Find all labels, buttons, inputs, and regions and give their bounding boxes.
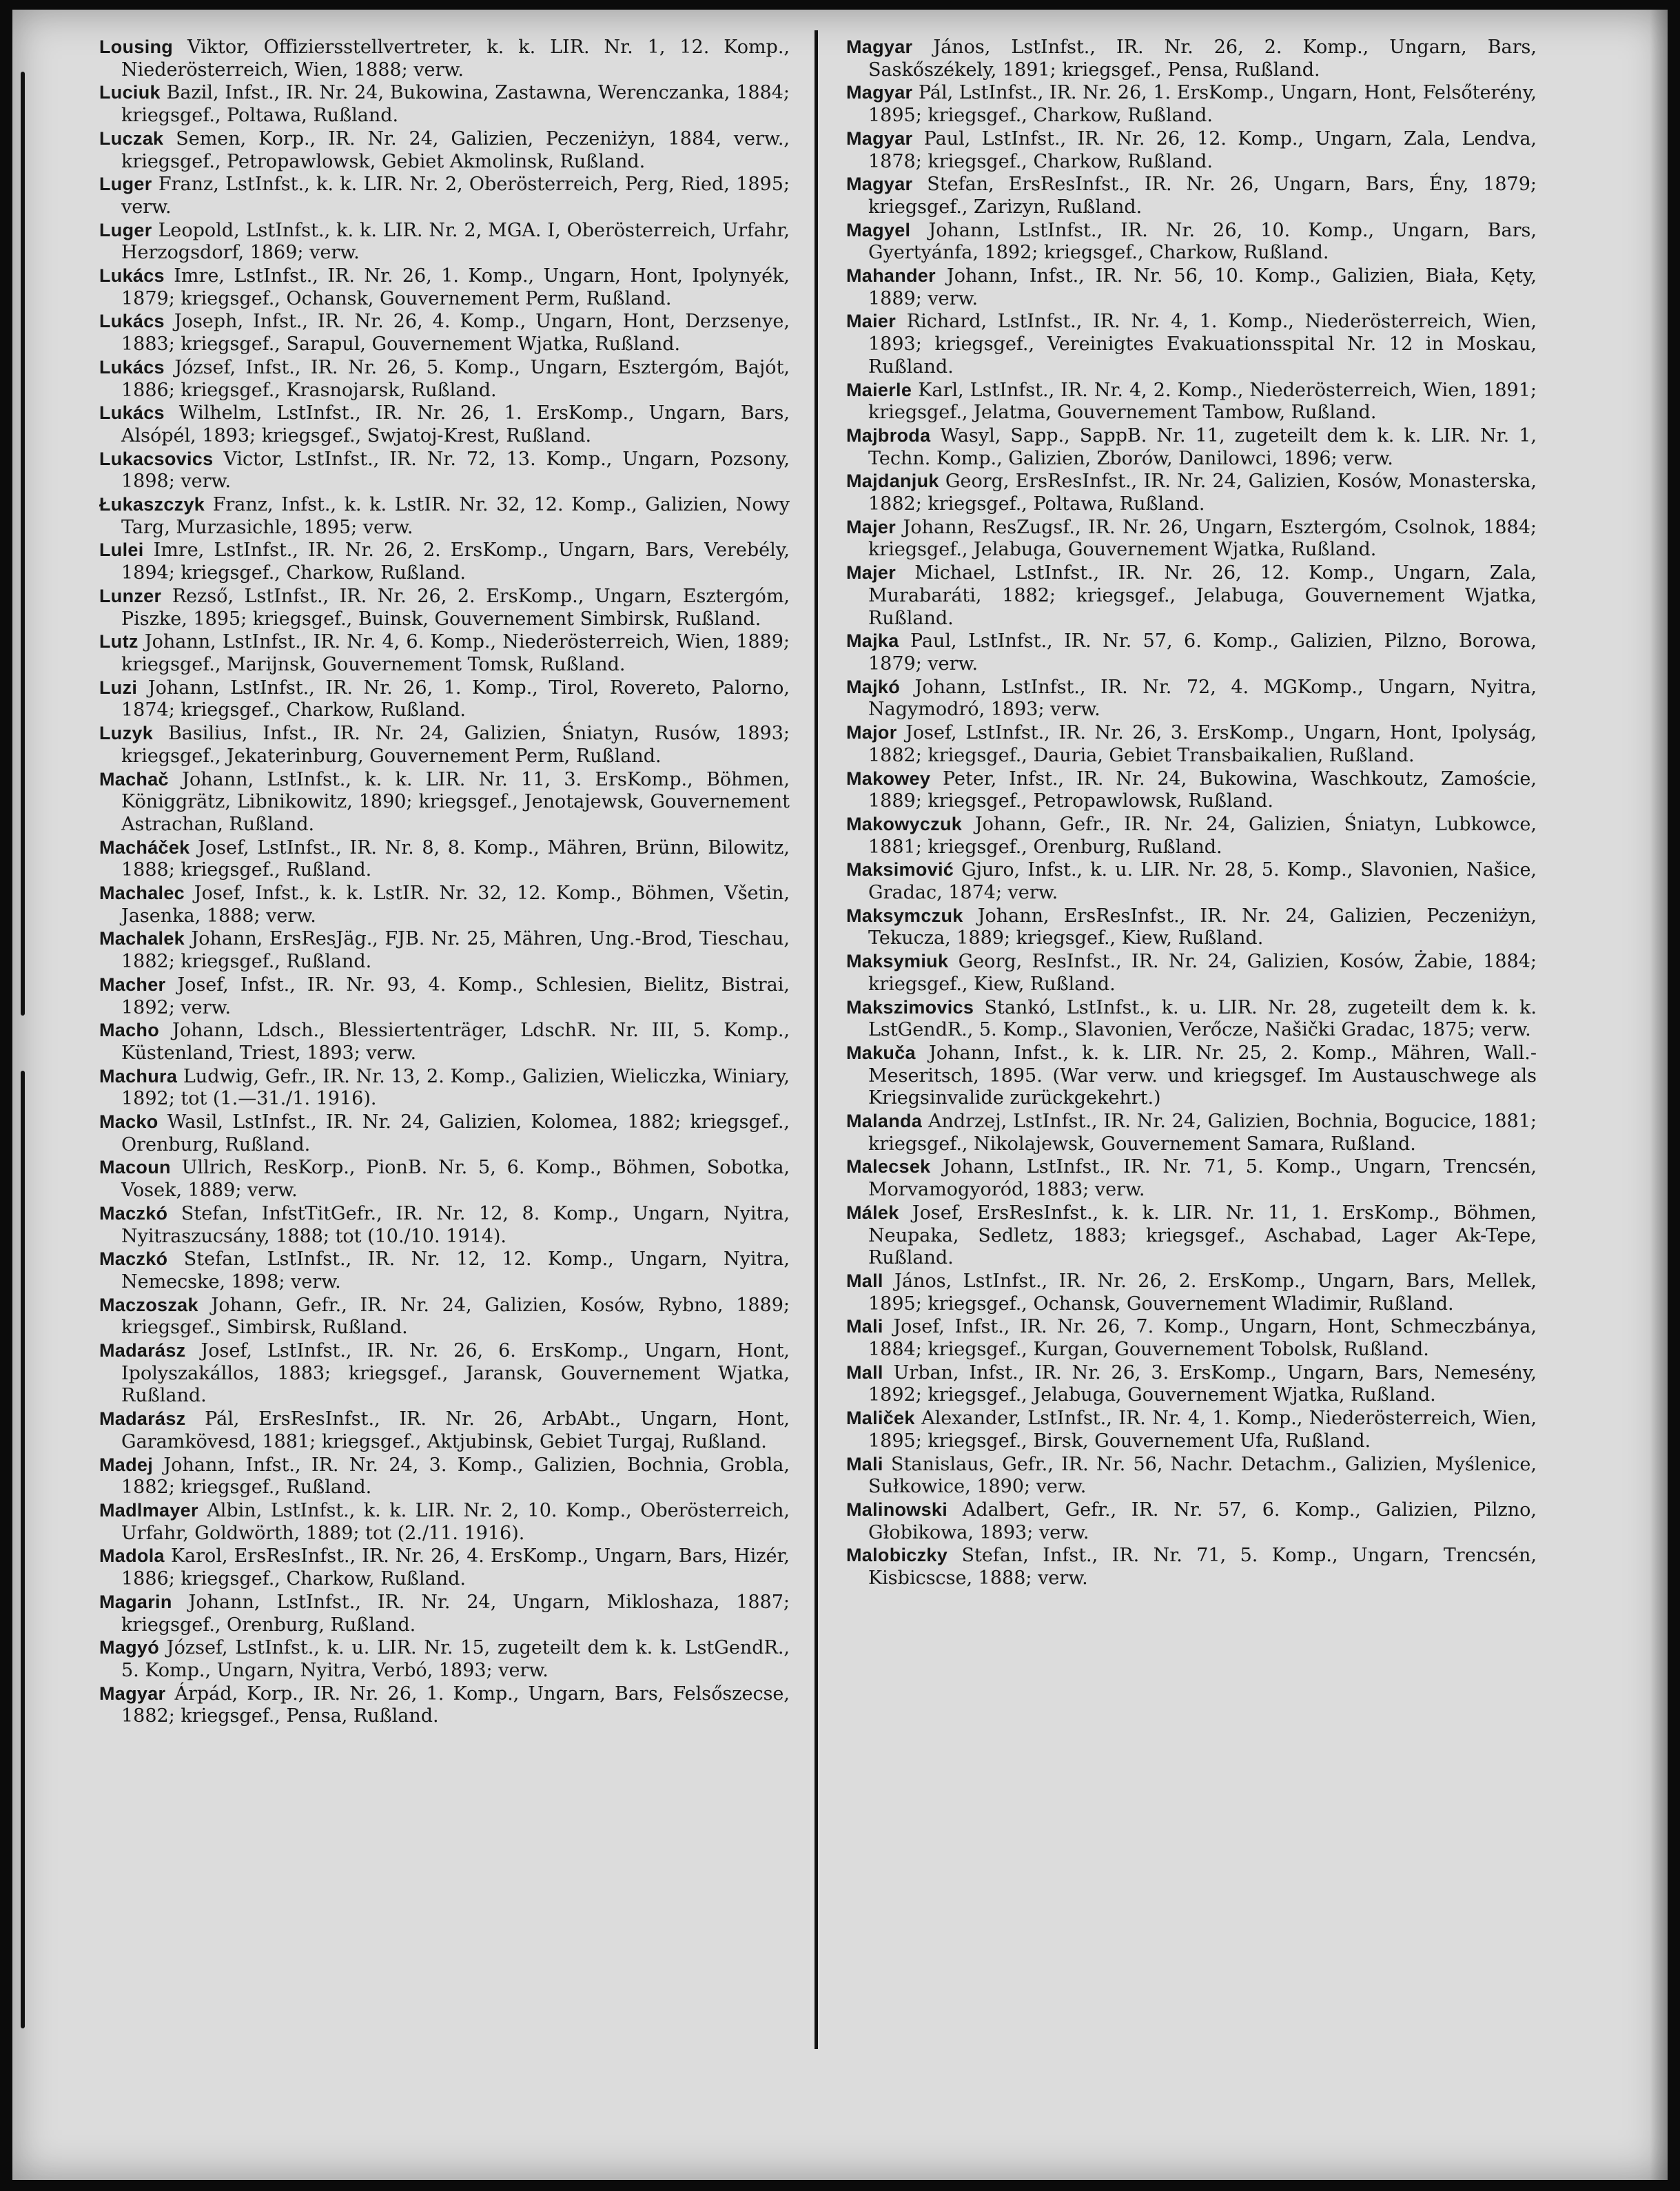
entry-details: Viktor, Offiziersstellvertreter, k. k. LIR. Nr. 1, 12. Komp., Niederösterreich, Wien, 1888; verw. xyxy=(121,37,790,81)
entry-details: Ludwig, Gefr., IR. Nr. 13, 2. Komp., Galizien, Wieliczka, Winiary, 1892; tot (1.—31./1. 1916). xyxy=(121,1065,790,1110)
entry-surname: Magyar xyxy=(846,174,913,195)
list-entry xyxy=(846,219,1537,265)
entry-details: Rezső, LstInfst., IR. Nr. 26, 2. ErsKomp., Ungarn, Esztergóm, Piszke, 1895; kriegsgef., Buinsk, Gouvernement Simbirsk, Rußland. xyxy=(121,585,790,630)
entry-surname: Machalek xyxy=(99,928,185,949)
list-entry xyxy=(846,813,1537,858)
entry-details: Johann, Infst., IR. Nr. 24, 3. Komp., Galizien, Bochnia, Grobla, 1882; kriegsgef., Rußland. xyxy=(121,1454,790,1499)
list-entry xyxy=(99,836,790,882)
list-entry xyxy=(99,539,790,584)
list-entry xyxy=(846,36,1537,81)
entry-details: Josef, Infst., IR. Nr. 26, 7. Komp., Ungarn, Hont, Schmeczbánya, 1884; kriegsgef., Kurgan, Gouvernement Tobolsk, Rußland. xyxy=(868,1316,1537,1361)
entry-surname: Luzyk xyxy=(99,723,154,744)
entry-details: Semen, Korp., IR. Nr. 24, Galizien, Peczeniżyn, 1884, verw., kriegsgef., Petropawlowsk, Gebiet Akmolinsk, Rußland. xyxy=(121,127,790,172)
entry-surname: Magyel xyxy=(846,219,911,240)
entry-details: Johann, LstInfst., IR. Nr. 24, Ungarn, Mikloshaza, 1887; kriegsgef., Orenburg, Rußland. xyxy=(121,1591,790,1636)
entry-surname: Madarász xyxy=(99,1340,186,1361)
entry-surname: Lukacsovics xyxy=(99,448,214,469)
list-entry xyxy=(846,1361,1537,1407)
entry-surname: Mall xyxy=(846,1361,883,1383)
entry-surname: Majer xyxy=(846,562,897,584)
entry-details: Johann, Ldsch., Blessiertenträger, LdschR. Nr. III, 5. Komp., Küstenland, Triest, 1893; verw. xyxy=(121,1020,790,1064)
list-entry xyxy=(99,448,790,493)
entry-surname: Lukács xyxy=(99,265,165,287)
entry-details: Johann, ResZugsf., IR. Nr. 26, Ungarn, Esztergóm, Csolnok, 1884; kriegsgef., Jelabuga, Gouvernement Wjatka, Rußland. xyxy=(868,516,1537,561)
list-entry xyxy=(846,1407,1537,1452)
list-entry xyxy=(846,1110,1537,1155)
entry-surname: Major xyxy=(846,722,897,743)
entry-details: Johann, LstInfst., k. k. LIR. Nr. 11, 3. ErsKomp., Böhmen, Königgrätz, Libnikowitz, 1890; kriegsgef., Jenotajewsk, Gouvernement Astrachan, Rußland. xyxy=(121,768,790,835)
list-entry xyxy=(99,36,790,81)
entry-surname: Luzi xyxy=(99,677,138,698)
list-entry xyxy=(99,768,790,836)
list-entry xyxy=(846,1042,1537,1110)
entry-details: Josef, LstInfst., IR. Nr. 26, 3. ErsKomp., Ungarn, Hont, Ipolyság, 1882; kriegsgef., Dauria, Gebiet Transbaikalien, Rußland. xyxy=(868,722,1537,766)
entry-details: Josef, Infst., k. k. LstIR. Nr. 32, 12. Komp., Böhmen, Všetin, Jasenka, 1888; verw. xyxy=(121,883,790,927)
entry-surname: Majka xyxy=(846,630,899,652)
entry-surname: Madlmayer xyxy=(99,1500,198,1521)
entry-surname: Malinowski xyxy=(846,1499,948,1520)
entry-surname: Lutz xyxy=(99,631,139,652)
entry-details: Ullrich, ResKorp., PionB. Nr. 5, 6. Komp., Böhmen, Sobotka, Vosek, 1889; verw. xyxy=(121,1157,790,1202)
list-entry xyxy=(99,356,790,402)
list-entry xyxy=(846,1155,1537,1201)
entry-surname: Maliček xyxy=(846,1408,915,1429)
entry-details: Árpád, Korp., IR. Nr. 26, 1. Komp., Ungarn, Bars, Felsőszecse, 1882; kriegsgef., Pensa, Rußland. xyxy=(121,1683,790,1727)
list-entry xyxy=(846,379,1537,424)
entry-surname: Majbroda xyxy=(846,424,931,446)
entry-details: Franz, LstInfst., k. k. LIR. Nr. 2, Oberösterreich, Perg, Ried, 1895; verw. xyxy=(121,174,790,218)
entry-details: Stankó, LstInfst., k. u. LIR. Nr. 28, zugeteilt dem k. k. LstGendR., 5. Komp., Slavonien, Verőcze, Našički Gradac, 1875; verw. xyxy=(868,996,1537,1041)
entry-details: Andrzej, LstInfst., IR. Nr. 24, Galizien, Bochnia, Bogucice, 1881; kriegsgef., Nikolajewsk, Gouvernement Samara, Rußland. xyxy=(868,1111,1537,1155)
list-entry xyxy=(99,219,790,265)
entry-details: Johann, LstInfst., IR. Nr. 72, 4. MGKomp., Ungarn, Nyitra, Nagymodró, 1893; verw. xyxy=(868,676,1537,721)
entry-details: Johann, Gefr., IR. Nr. 24, Galizien, Kosów, Rybno, 1889; kriegsgef., Simbirsk, Rußland. xyxy=(121,1294,790,1339)
entry-surname: Magyar xyxy=(846,127,913,149)
list-entry xyxy=(846,768,1537,813)
entry-surname: Madej xyxy=(99,1454,154,1475)
list-entry xyxy=(846,424,1537,470)
entry-surname: Mahander xyxy=(846,265,936,287)
entry-details: Gjuro, Infst., k. u. LIR. Nr. 28, 5. Komp., Slavonien, Našice, Gradac, 1874; verw. xyxy=(868,859,1537,904)
entry-details: Franz, Infst., k. k. LstIR. Nr. 32, 12. Komp., Galizien, Nowy Targ, Murzasichle, 1895; verw. xyxy=(121,494,790,538)
entry-details: Stefan, LstInfst., IR. Nr. 12, 12. Komp., Ungarn, Nyitra, Nemecske, 1898; verw. xyxy=(121,1248,790,1293)
entry-details: Leopold, LstInfst., k. k. LIR. Nr. 2, MGA. I, Oberösterreich, Urfahr, Herzogsdorf, 1869; verw. xyxy=(121,219,790,264)
entry-surname: Madarász xyxy=(99,1408,186,1430)
entry-surname: Lulei xyxy=(99,539,144,561)
list-entry xyxy=(846,1453,1537,1499)
entry-details: Paul, LstInfst., IR. Nr. 57, 6. Komp., Galizien, Pilzno, Borowa, 1879; verw. xyxy=(868,630,1537,675)
margin-bracket xyxy=(21,1071,25,2028)
entry-surname: Maczkó xyxy=(99,1202,168,1224)
list-entry xyxy=(99,1408,790,1453)
list-entry xyxy=(99,173,790,218)
entry-surname: Magyar xyxy=(846,82,913,103)
entry-surname: Makowyczuk xyxy=(846,813,963,834)
entry-surname: Lousing xyxy=(99,37,174,57)
list-entry xyxy=(99,1202,790,1248)
entry-details: Johann, LstInfst., IR. Nr. 26, 10. Komp., Ungarn, Bars, Gyertyánfa, 1892; kriegsgef., Charkow, Rußland. xyxy=(868,219,1537,264)
list-entry xyxy=(846,1315,1537,1361)
page-edge-shadow xyxy=(1650,10,1668,2180)
entry-surname: Macko xyxy=(99,1111,158,1133)
list-entry xyxy=(99,402,790,447)
entry-surname: Magyar xyxy=(846,37,913,57)
entry-details: Josef, LstInfst., IR. Nr. 8, 8. Komp., Mähren, Brünn, Bilowitz, 1888; kriegsgef., Rußland. xyxy=(121,836,790,881)
entry-surname: Magyar xyxy=(99,1683,166,1704)
list-entry xyxy=(99,1065,790,1111)
entry-details: József, Infst., IR. Nr. 26, 5. Komp., Ungarn, Esztergóm, Bajót, 1886; kriegsgef., Krasnojarsk, Rußland. xyxy=(121,356,790,401)
entry-surname: Machura xyxy=(99,1065,178,1087)
list-entry xyxy=(846,1544,1537,1590)
list-entry xyxy=(99,585,790,630)
entry-surname: Malecsek xyxy=(846,1156,931,1177)
list-entry xyxy=(99,81,790,127)
entry-surname: Majdanjuk xyxy=(846,471,939,492)
entry-surname: Majkó xyxy=(846,676,901,697)
entry-surname: Maierle xyxy=(846,379,912,400)
entry-details: Johann, LstInfst., IR. Nr. 71, 5. Komp., Ungarn, Trencsén, Morvamogyoród, 1883; verw. xyxy=(868,1156,1537,1201)
entry-surname: Łukaszczyk xyxy=(99,494,205,515)
entry-details: Basilius, Infst., IR. Nr. 24, Galizien, Śniatyn, Rusów, 1893; kriegsgef., Jekaterinburg, Gouvernement Perm, Rußland. xyxy=(121,723,790,767)
entry-surname: Machač xyxy=(99,768,169,790)
list-entry xyxy=(99,974,790,1019)
list-entry xyxy=(99,1248,790,1293)
entry-surname: Macháček xyxy=(99,836,190,858)
entry-details: Josef, Infst., IR. Nr. 93, 4. Komp., Schlesien, Bielitz, Bistrai, 1892; verw. xyxy=(121,974,790,1018)
entry-details: Johann, ErsResInfst., IR. Nr. 24, Galizien, Peczeniżyn, Tekucza, 1889; kriegsgef., Kiew, Rußland. xyxy=(868,905,1537,949)
list-entry xyxy=(99,927,790,973)
list-entry xyxy=(846,1270,1537,1315)
list-entry xyxy=(99,1545,790,1590)
entry-details: Pál, ErsResInfst., IR. Nr. 26, ArbAbt., Ungarn, Hont, Garamkövesd, 1881; kriegsgef., Aktjubinsk, Gebiet Turgaj, Rußland. xyxy=(121,1408,790,1452)
entry-surname: Makszimovics xyxy=(846,996,974,1018)
entry-details: Pál, LstInfst., IR. Nr. 26, 1. ErsKomp., Ungarn, Hont, Felsőterény, 1895; kriegsgef., Charkow, Rußland. xyxy=(868,82,1537,127)
entry-details: Albin, LstInfst., k. k. LIR. Nr. 2, 10. Komp., Oberösterreich, Urfahr, Goldwörth, 1889; tot (2./11. 1916). xyxy=(121,1500,790,1544)
entry-surname: Machalec xyxy=(99,883,185,904)
entry-details: Wilhelm, LstInfst., IR. Nr. 26, 1. ErsKomp., Ungarn, Bars, Alsópél, 1893; kriegsgef., Swjatoj-Krest, Rußland. xyxy=(121,402,790,446)
list-entry xyxy=(846,630,1537,675)
entry-details: Johann, LstInfst., IR. Nr. 4, 6. Komp., Niederösterreich, Wien, 1889; kriegsgef., Marijnsk, Gouvernement Tomsk, Rußland. xyxy=(121,631,790,675)
entry-surname: Maksymiuk xyxy=(846,951,949,972)
entry-surname: Maier xyxy=(846,311,897,332)
list-entry xyxy=(846,858,1537,904)
entry-details: Joseph, Infst., IR. Nr. 26, 4. Komp., Ungarn, Hont, Derzsenye, 1883; kriegsgef., Sarapul, Gouvernement Wjatka, Rußland. xyxy=(121,311,790,356)
entry-surname: Mali xyxy=(846,1316,883,1337)
entry-surname: Luciuk xyxy=(99,82,161,103)
entry-details: Paul, LstInfst., IR. Nr. 26, 12. Komp., Ungarn, Zala, Lendva, 1878; kriegsgef., Charkow, Rußland. xyxy=(868,127,1537,172)
list-entry xyxy=(846,516,1537,562)
list-entry xyxy=(99,127,790,173)
entry-details: Imre, LstInfst., IR. Nr. 26, 1. Komp., Ungarn, Hont, Ipolynyék, 1879; kriegsgef., Ochansk, Gouvernement Perm, Rußland. xyxy=(121,265,790,309)
list-entry xyxy=(99,882,790,927)
entry-surname: Luger xyxy=(99,219,152,240)
entry-details: Stefan, Infst., IR. Nr. 71, 5. Komp., Ungarn, Trencsén, Kisbicscse, 1888; verw. xyxy=(868,1545,1537,1590)
margin-bracket xyxy=(21,72,25,1016)
list-entry xyxy=(99,1683,790,1728)
entry-details: Karol, ErsResInfst., IR. Nr. 26, 4. ErsKomp., Ungarn, Bars, Hizér, 1886; kriegsgef., Charkow, Rußland. xyxy=(121,1545,790,1590)
entry-details: Imre, LstInfst., IR. Nr. 26, 2. ErsKomp., Ungarn, Bars, Verebély, 1894; kriegsgef., Charkow, Rußland. xyxy=(121,539,790,584)
list-entry xyxy=(846,905,1537,950)
entry-surname: Lunzer xyxy=(99,585,162,606)
list-entry xyxy=(846,173,1537,218)
entry-surname: Magyó xyxy=(99,1637,160,1658)
list-entry xyxy=(846,996,1537,1042)
entry-details: János, LstInfst., IR. Nr. 26, 2. ErsKomp., Ungarn, Bars, Mellek, 1895; kriegsgef., Ochansk, Gouvernement Wladimir, Rußland. xyxy=(868,1270,1537,1315)
list-entry xyxy=(846,81,1537,127)
entry-surname: Malanda xyxy=(846,1111,923,1132)
list-entry xyxy=(99,310,790,356)
entry-surname: Lukács xyxy=(99,356,165,378)
list-entry xyxy=(99,1019,790,1064)
entry-surname: Majer xyxy=(846,516,897,537)
list-entry xyxy=(99,1156,790,1202)
list-entry xyxy=(846,470,1537,515)
entry-details: Johann, ErsResJäg., FJB. Nr. 25, Mähren, Ung.-Brod, Tieschau, 1882; kriegsgef., Rußland. xyxy=(121,928,790,973)
entry-details: Johann, Infst., k. k. LIR. Nr. 25, 2. Komp., Mähren, Wall.-Meseritsch, 1895. (War verw. und kriegsgef. Im Austauschwege als Kriegsinvalide zurückgekehrt.) xyxy=(868,1042,1537,1109)
list-entry xyxy=(846,127,1537,173)
entry-details: Georg, ErsResInfst., IR. Nr. 24, Galizien, Kosów, Monasterska, 1882; kriegsgef., Poltawa, Rußland. xyxy=(868,471,1537,515)
entry-details: Wasil, LstInfst., IR. Nr. 24, Galizien, Kolomea, 1882; kriegsgef., Orenburg, Rußland. xyxy=(121,1111,790,1155)
list-entry xyxy=(846,562,1537,630)
entry-details: Stefan, ErsResInfst., IR. Nr. 26, Ungarn, Bars, Ény, 1879; kriegsgef., Zarizyn, Rußland. xyxy=(868,174,1537,218)
entry-surname: Málek xyxy=(846,1202,899,1223)
entry-surname: Makowey xyxy=(846,768,931,789)
list-entry xyxy=(99,265,790,310)
entry-surname: Macho xyxy=(99,1020,160,1041)
list-entry xyxy=(99,1454,790,1499)
entry-surname: Maksymczuk xyxy=(846,905,963,926)
entry-surname: Malobiczky xyxy=(846,1545,948,1566)
list-entry xyxy=(99,493,790,539)
entry-details: Johann, Gefr., IR. Nr. 24, Galizien, Śniatyn, Lubkowce, 1881; kriegsgef., Orenburg, Rußland. xyxy=(868,813,1537,858)
entry-details: József, LstInfst., k. u. LIR. Nr. 15, zugeteilt dem k. k. LstGendR., 5. Komp., Ungarn, Nyitra, Verbó, 1893; verw. xyxy=(121,1637,790,1681)
entry-surname: Maczkó xyxy=(99,1248,168,1270)
list-entry xyxy=(99,1636,790,1682)
entry-surname: Madola xyxy=(99,1545,165,1567)
entry-surname: Mali xyxy=(846,1453,883,1474)
entry-details: Michael, LstInfst., IR. Nr. 26, 12. Komp., Ungarn, Zala, Murabaráti, 1882; kriegsgef., Jelabuga, Gouvernement Wjatka, Rußland. xyxy=(868,562,1537,629)
entry-details: Stefan, InfstTitGefr., IR. Nr. 12, 8. Komp., Ungarn, Nyitra, Nyitraszucsány, 1888; tot (10./10. 1914). xyxy=(121,1202,790,1247)
entry-surname: Maczoszak xyxy=(99,1294,198,1315)
list-entry xyxy=(846,950,1537,996)
list-entry xyxy=(846,721,1537,767)
entry-details: Johann, Infst., IR. Nr. 56, 10. Komp., Galizien, Biała, Kęty, 1889; verw. xyxy=(868,265,1537,309)
entry-surname: Makuča xyxy=(846,1042,916,1063)
list-entry xyxy=(99,1111,790,1156)
entry-surname: Mall xyxy=(846,1270,883,1291)
left-column xyxy=(99,36,790,2044)
entry-details: Alexander, LstInfst., IR. Nr. 4, 1. Komp., Niederösterreich, Wien, 1895; kriegsgef., Birsk, Gouvernement Ufa, Rußland. xyxy=(868,1408,1537,1452)
list-entry xyxy=(846,265,1537,310)
list-entry xyxy=(99,1499,790,1545)
entry-details: Johann, LstInfst., IR. Nr. 26, 1. Komp., Tirol, Rovereto, Palorno, 1874; kriegsgef., Charkow, Rußland. xyxy=(121,677,790,721)
entry-surname: Macoun xyxy=(99,1157,171,1178)
entry-details: Urban, Infst., IR. Nr. 26, 3. ErsKomp., Ungarn, Bars, Nemesény, 1892; kriegsgef., Jelabuga, Gouvernement Wjatka, Rußland. xyxy=(868,1361,1537,1406)
entry-details: Stanislaus, Gefr., IR. Nr. 56, Nachr. Detachm., Galizien, Myślenice, Sułkowice, 1890; verw. xyxy=(868,1453,1537,1498)
entry-surname: Maksimović xyxy=(846,859,954,881)
entry-details: Josef, LstInfst., IR. Nr. 26, 6. ErsKomp., Ungarn, Hont, Ipolyszakállos, 1883; kriegsgef., Jaransk, Gouvernement Wjatka, Rußland. xyxy=(121,1340,790,1407)
entry-details: Peter, Infst., IR. Nr. 24, Bukowina, Waschkoutz, Zamoście, 1889; kriegsgef., Petropawlowsk, Rußland. xyxy=(868,768,1537,812)
entry-details: Adalbert, Gefr., IR. Nr. 57, 6. Komp., Galizien, Pilzno, Głobikowa, 1893; verw. xyxy=(868,1499,1537,1543)
entry-details: Karl, LstInfst., IR. Nr. 4, 2. Komp., Niederösterreich, Wien, 1891; kriegsgef., Jelatma, Gouvernement Tambow, Rußland. xyxy=(868,379,1537,424)
column-divider xyxy=(815,30,818,2049)
entry-surname: Macher xyxy=(99,974,166,995)
entry-details: Georg, ResInfst., IR. Nr. 24, Galizien, Kosów, Żabie, 1884; kriegsgef., Kiew, Rußland. xyxy=(868,951,1537,995)
list-entry xyxy=(99,630,790,676)
entry-surname: Lukács xyxy=(99,402,165,424)
entry-details: Bazil, Infst., IR. Nr. 24, Bukowina, Zastawna, Werenczanka, 1884; kriegsgef., Poltawa, Rußland. xyxy=(121,82,790,127)
entry-details: Victor, LstInfst., IR. Nr. 72, 13. Komp., Ungarn, Pozsony, 1898; verw. xyxy=(121,448,790,493)
list-entry xyxy=(846,310,1537,378)
list-entry xyxy=(846,676,1537,721)
entry-surname: Luczak xyxy=(99,127,164,149)
right-column xyxy=(846,36,1537,2058)
entry-surname: Lukács xyxy=(99,311,165,332)
list-entry xyxy=(99,1591,790,1636)
entry-details: Wasyl, Sapp., SappB. Nr. 11, zugeteilt dem k. k. LIR. Nr. 1, Techn. Komp., Galizien, Zborów, Danilowci, 1896; verw. xyxy=(868,424,1537,469)
document-page xyxy=(12,10,1668,2180)
entry-details: Richard, LstInfst., IR. Nr. 4, 1. Komp., Niederösterreich, Wien, 1893; kriegsgef., Vereinigtes Evakuationsspital Nr. 12 in Moskau, Rußland. xyxy=(868,311,1537,378)
list-entry xyxy=(99,677,790,722)
list-entry xyxy=(99,1294,790,1339)
entry-surname: Luger xyxy=(99,174,152,195)
list-entry xyxy=(99,1339,790,1408)
list-entry xyxy=(846,1499,1537,1544)
list-entry xyxy=(99,722,790,768)
entry-details: János, LstInfst., IR. Nr. 26, 2. Komp., Ungarn, Bars, Saskőszékely, 1891; kriegsgef., Pensa, Rußland. xyxy=(868,37,1537,81)
entry-details: Josef, ErsResInfst., k. k. LIR. Nr. 11, 1. ErsKomp., Böhmen, Neupaka, Sedletz, 1883; kriegsgef., Aschabad, Lager Ak-Tepe, Rußland. xyxy=(868,1202,1537,1269)
entry-surname: Magarin xyxy=(99,1591,172,1612)
list-entry xyxy=(846,1202,1537,1270)
